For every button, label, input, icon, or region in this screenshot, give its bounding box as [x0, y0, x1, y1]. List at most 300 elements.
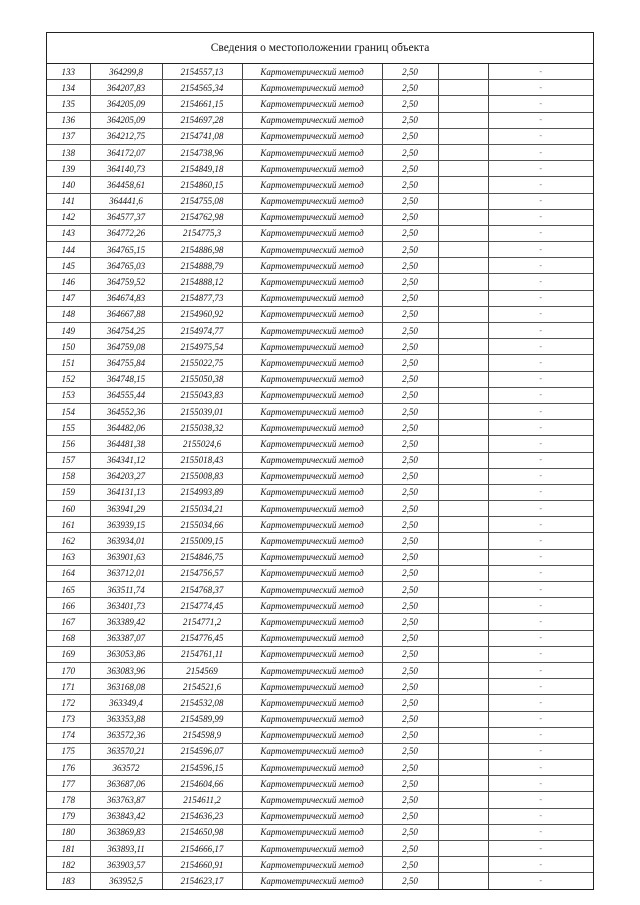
method-cell: Картометрический метод	[242, 452, 382, 468]
x-coordinate-cell: 363939,15	[90, 517, 162, 533]
point-number-cell: 163	[47, 549, 90, 565]
accuracy-cell: 2,50	[382, 225, 438, 241]
table-row	[47, 679, 593, 695]
method-cell: Картометрический метод	[242, 387, 382, 403]
y-coordinate-cell: 2154993,89	[162, 484, 242, 500]
description-cell	[438, 501, 488, 517]
x-coordinate-cell: 364759,08	[90, 339, 162, 355]
y-coordinate-cell: 2154598,9	[162, 727, 242, 743]
accuracy-cell: 2,50	[382, 339, 438, 355]
description-cell	[438, 323, 488, 339]
accuracy-cell: 2,50	[382, 242, 438, 258]
point-number-cell: 135	[47, 96, 90, 112]
accuracy-cell: 2,50	[382, 96, 438, 112]
note-cell: -	[488, 727, 593, 743]
table-row	[47, 161, 593, 177]
y-coordinate-cell: 2155034,21	[162, 501, 242, 517]
table-row	[47, 873, 593, 889]
note-cell: -	[488, 582, 593, 598]
method-cell: Картометрический метод	[242, 549, 382, 565]
note-cell: -	[488, 630, 593, 646]
x-coordinate-cell: 364555,44	[90, 387, 162, 403]
point-number-cell: 134	[47, 80, 90, 96]
table-row	[47, 776, 593, 792]
y-coordinate-cell: 2154604,66	[162, 776, 242, 792]
method-cell: Картометрический метод	[242, 436, 382, 452]
accuracy-cell: 2,50	[382, 727, 438, 743]
x-coordinate-cell: 364577,37	[90, 209, 162, 225]
note-cell: -	[488, 274, 593, 290]
table-row	[47, 306, 593, 322]
description-cell	[438, 193, 488, 209]
method-cell: Картометрический метод	[242, 533, 382, 549]
accuracy-cell: 2,50	[382, 403, 438, 419]
table-row	[47, 468, 593, 484]
note-cell: -	[488, 824, 593, 840]
accuracy-cell: 2,50	[382, 112, 438, 128]
y-coordinate-cell: 2154776,45	[162, 630, 242, 646]
table-row	[47, 549, 593, 565]
description-cell	[438, 824, 488, 840]
point-number-cell: 174	[47, 727, 90, 743]
x-coordinate-cell: 364441,6	[90, 193, 162, 209]
method-cell: Картометрический метод	[242, 64, 382, 80]
table-row	[47, 177, 593, 193]
point-number-cell: 138	[47, 144, 90, 160]
y-coordinate-cell: 2155009,15	[162, 533, 242, 549]
x-coordinate-cell: 364131,13	[90, 484, 162, 500]
method-cell: Картометрический метод	[242, 695, 382, 711]
table-row	[47, 484, 593, 500]
method-cell: Картометрический метод	[242, 290, 382, 306]
point-number-cell: 176	[47, 760, 90, 776]
x-coordinate-cell: 364674,83	[90, 290, 162, 306]
description-cell	[438, 517, 488, 533]
accuracy-cell: 2,50	[382, 695, 438, 711]
description-cell	[438, 662, 488, 678]
description-cell	[438, 533, 488, 549]
x-coordinate-cell: 364458,61	[90, 177, 162, 193]
description-cell	[438, 387, 488, 403]
accuracy-cell: 2,50	[382, 161, 438, 177]
note-cell: -	[488, 355, 593, 371]
description-cell	[438, 452, 488, 468]
x-coordinate-cell: 364341,12	[90, 452, 162, 468]
method-cell: Картометрический метод	[242, 339, 382, 355]
x-coordinate-cell: 363952,5	[90, 873, 162, 889]
accuracy-cell: 2,50	[382, 468, 438, 484]
x-coordinate-cell: 363570,21	[90, 743, 162, 759]
accuracy-cell: 2,50	[382, 306, 438, 322]
point-number-cell: 151	[47, 355, 90, 371]
y-coordinate-cell: 2154774,45	[162, 598, 242, 614]
description-cell	[438, 484, 488, 500]
x-coordinate-cell: 363869,83	[90, 824, 162, 840]
method-cell: Картометрический метод	[242, 112, 382, 128]
accuracy-cell: 2,50	[382, 841, 438, 857]
x-coordinate-cell: 364748,15	[90, 371, 162, 387]
method-cell: Картометрический метод	[242, 96, 382, 112]
accuracy-cell: 2,50	[382, 857, 438, 873]
table-row	[47, 792, 593, 808]
accuracy-cell: 2,50	[382, 387, 438, 403]
method-cell: Картометрический метод	[242, 80, 382, 96]
method-cell: Картометрический метод	[242, 711, 382, 727]
note-cell: -	[488, 323, 593, 339]
table-row	[47, 128, 593, 144]
method-cell: Картометрический метод	[242, 323, 382, 339]
accuracy-cell: 2,50	[382, 274, 438, 290]
table-row	[47, 501, 593, 517]
table-row	[47, 209, 593, 225]
method-cell: Картометрический метод	[242, 144, 382, 160]
accuracy-cell: 2,50	[382, 258, 438, 274]
description-cell	[438, 290, 488, 306]
description-cell	[438, 177, 488, 193]
y-coordinate-cell: 2155018,43	[162, 452, 242, 468]
x-coordinate-cell: 364552,36	[90, 403, 162, 419]
note-cell: -	[488, 533, 593, 549]
table-row	[47, 857, 593, 873]
point-number-cell: 137	[47, 128, 90, 144]
note-cell: -	[488, 339, 593, 355]
accuracy-cell: 2,50	[382, 776, 438, 792]
point-number-cell: 167	[47, 614, 90, 630]
y-coordinate-cell: 2154623,17	[162, 873, 242, 889]
point-number-cell: 175	[47, 743, 90, 759]
point-number-cell: 147	[47, 290, 90, 306]
point-number-cell: 169	[47, 646, 90, 662]
x-coordinate-cell: 364765,15	[90, 242, 162, 258]
point-number-cell: 179	[47, 808, 90, 824]
description-cell	[438, 743, 488, 759]
point-number-cell: 183	[47, 873, 90, 889]
accuracy-cell: 2,50	[382, 209, 438, 225]
note-cell: -	[488, 841, 593, 857]
table-row	[47, 565, 593, 581]
x-coordinate-cell: 364299,8	[90, 64, 162, 80]
note-cell: -	[488, 760, 593, 776]
description-cell	[438, 646, 488, 662]
description-cell	[438, 630, 488, 646]
accuracy-cell: 2,50	[382, 501, 438, 517]
point-number-cell: 181	[47, 841, 90, 857]
accuracy-cell: 2,50	[382, 144, 438, 160]
description-cell	[438, 242, 488, 258]
note-cell: -	[488, 565, 593, 581]
table-row	[47, 225, 593, 241]
accuracy-cell: 2,50	[382, 873, 438, 889]
method-cell: Картометрический метод	[242, 193, 382, 209]
accuracy-cell: 2,50	[382, 662, 438, 678]
note-cell: -	[488, 112, 593, 128]
method-cell: Картометрический метод	[242, 177, 382, 193]
x-coordinate-cell: 364481,38	[90, 436, 162, 452]
note-cell: -	[488, 242, 593, 258]
accuracy-cell: 2,50	[382, 193, 438, 209]
description-cell	[438, 695, 488, 711]
accuracy-cell: 2,50	[382, 64, 438, 80]
accuracy-cell: 2,50	[382, 128, 438, 144]
x-coordinate-cell: 363901,63	[90, 549, 162, 565]
y-coordinate-cell: 2154738,96	[162, 144, 242, 160]
accuracy-cell: 2,50	[382, 549, 438, 565]
description-cell	[438, 598, 488, 614]
description-cell	[438, 565, 488, 581]
point-number-cell: 152	[47, 371, 90, 387]
x-coordinate-cell: 364205,09	[90, 96, 162, 112]
accuracy-cell: 2,50	[382, 614, 438, 630]
x-coordinate-cell: 363387,07	[90, 630, 162, 646]
method-cell: Картометрический метод	[242, 517, 382, 533]
accuracy-cell: 2,50	[382, 517, 438, 533]
method-cell: Картометрический метод	[242, 403, 382, 419]
method-cell: Картометрический метод	[242, 760, 382, 776]
table-row	[47, 517, 593, 533]
accuracy-cell: 2,50	[382, 565, 438, 581]
y-coordinate-cell: 2155043,83	[162, 387, 242, 403]
description-cell	[438, 306, 488, 322]
accuracy-cell: 2,50	[382, 582, 438, 598]
accuracy-cell: 2,50	[382, 630, 438, 646]
description-cell	[438, 64, 488, 80]
accuracy-cell: 2,50	[382, 598, 438, 614]
x-coordinate-cell: 363572	[90, 760, 162, 776]
point-number-cell: 165	[47, 582, 90, 598]
x-coordinate-cell: 364772,26	[90, 225, 162, 241]
description-cell	[438, 128, 488, 144]
note-cell: -	[488, 711, 593, 727]
note-cell: -	[488, 306, 593, 322]
coordinates-table-body	[47, 64, 593, 889]
note-cell: -	[488, 501, 593, 517]
method-cell: Картометрический метод	[242, 258, 382, 274]
table-row	[47, 630, 593, 646]
note-cell: -	[488, 776, 593, 792]
point-number-cell: 150	[47, 339, 90, 355]
method-cell: Картометрический метод	[242, 873, 382, 889]
table-row	[47, 290, 593, 306]
x-coordinate-cell: 364212,75	[90, 128, 162, 144]
table-row	[47, 598, 593, 614]
point-number-cell: 157	[47, 452, 90, 468]
table-row	[47, 242, 593, 258]
point-number-cell: 173	[47, 711, 90, 727]
description-cell	[438, 582, 488, 598]
accuracy-cell: 2,50	[382, 808, 438, 824]
point-number-cell: 148	[47, 306, 90, 322]
note-cell: -	[488, 225, 593, 241]
method-cell: Картометрический метод	[242, 355, 382, 371]
y-coordinate-cell: 2154888,79	[162, 258, 242, 274]
accuracy-cell: 2,50	[382, 792, 438, 808]
method-cell: Картометрический метод	[242, 857, 382, 873]
table-row	[47, 760, 593, 776]
x-coordinate-cell: 363053,86	[90, 646, 162, 662]
table-row	[47, 808, 593, 824]
y-coordinate-cell: 2154611,2	[162, 792, 242, 808]
accuracy-cell: 2,50	[382, 760, 438, 776]
note-cell: -	[488, 403, 593, 419]
note-cell: -	[488, 614, 593, 630]
description-cell	[438, 841, 488, 857]
y-coordinate-cell: 2154756,57	[162, 565, 242, 581]
accuracy-cell: 2,50	[382, 355, 438, 371]
y-coordinate-cell: 2154849,18	[162, 161, 242, 177]
method-cell: Картометрический метод	[242, 614, 382, 630]
note-cell: -	[488, 420, 593, 436]
x-coordinate-cell: 364203,27	[90, 468, 162, 484]
method-cell: Картометрический метод	[242, 371, 382, 387]
x-coordinate-cell: 363168,08	[90, 679, 162, 695]
accuracy-cell: 2,50	[382, 824, 438, 840]
boundary-table-sheet	[46, 32, 594, 890]
point-number-cell: 136	[47, 112, 90, 128]
accuracy-cell: 2,50	[382, 436, 438, 452]
method-cell: Картометрический метод	[242, 565, 382, 581]
x-coordinate-cell: 363401,73	[90, 598, 162, 614]
y-coordinate-cell: 2154565,34	[162, 80, 242, 96]
point-number-cell: 180	[47, 824, 90, 840]
description-cell	[438, 679, 488, 695]
method-cell: Картометрический метод	[242, 646, 382, 662]
x-coordinate-cell: 363934,01	[90, 533, 162, 549]
note-cell: -	[488, 743, 593, 759]
table-row	[47, 420, 593, 436]
table-row	[47, 64, 593, 80]
y-coordinate-cell: 2154975,54	[162, 339, 242, 355]
y-coordinate-cell: 2155022,75	[162, 355, 242, 371]
table-row	[47, 695, 593, 711]
accuracy-cell: 2,50	[382, 484, 438, 500]
table-row	[47, 258, 593, 274]
x-coordinate-cell: 364759,52	[90, 274, 162, 290]
description-cell	[438, 339, 488, 355]
table-row	[47, 355, 593, 371]
x-coordinate-cell: 363083,96	[90, 662, 162, 678]
table-row	[47, 144, 593, 160]
table-row	[47, 436, 593, 452]
table-row	[47, 193, 593, 209]
description-cell	[438, 225, 488, 241]
y-coordinate-cell: 2154755,08	[162, 193, 242, 209]
accuracy-cell: 2,50	[382, 371, 438, 387]
note-cell: -	[488, 96, 593, 112]
table-row	[47, 339, 593, 355]
y-coordinate-cell: 2155039,01	[162, 403, 242, 419]
y-coordinate-cell: 2154660,91	[162, 857, 242, 873]
x-coordinate-cell: 363349,4	[90, 695, 162, 711]
note-cell: -	[488, 598, 593, 614]
y-coordinate-cell: 2154974,77	[162, 323, 242, 339]
y-coordinate-cell: 2154768,37	[162, 582, 242, 598]
y-coordinate-cell: 2154650,98	[162, 824, 242, 840]
point-number-cell: 139	[47, 161, 90, 177]
note-cell: -	[488, 484, 593, 500]
point-number-cell: 168	[47, 630, 90, 646]
point-number-cell: 145	[47, 258, 90, 274]
y-coordinate-cell: 2154521,6	[162, 679, 242, 695]
method-cell: Картометрический метод	[242, 808, 382, 824]
accuracy-cell: 2,50	[382, 80, 438, 96]
point-number-cell: 161	[47, 517, 90, 533]
method-cell: Картометрический метод	[242, 501, 382, 517]
note-cell: -	[488, 792, 593, 808]
table-row	[47, 274, 593, 290]
point-number-cell: 153	[47, 387, 90, 403]
x-coordinate-cell: 363712,01	[90, 565, 162, 581]
table-row	[47, 743, 593, 759]
note-cell: -	[488, 452, 593, 468]
table-row	[47, 646, 593, 662]
y-coordinate-cell: 2154589,99	[162, 711, 242, 727]
x-coordinate-cell: 364172,07	[90, 144, 162, 160]
x-coordinate-cell: 364755,84	[90, 355, 162, 371]
y-coordinate-cell: 2154771,2	[162, 614, 242, 630]
method-cell: Картометрический метод	[242, 306, 382, 322]
x-coordinate-cell: 364765,03	[90, 258, 162, 274]
y-coordinate-cell: 2154886,98	[162, 242, 242, 258]
description-cell	[438, 711, 488, 727]
table-row	[47, 841, 593, 857]
y-coordinate-cell: 2155050,38	[162, 371, 242, 387]
note-cell: -	[488, 517, 593, 533]
accuracy-cell: 2,50	[382, 323, 438, 339]
accuracy-cell: 2,50	[382, 177, 438, 193]
point-number-cell: 166	[47, 598, 90, 614]
note-cell: -	[488, 387, 593, 403]
method-cell: Картометрический метод	[242, 484, 382, 500]
accuracy-cell: 2,50	[382, 533, 438, 549]
x-coordinate-cell: 363893,11	[90, 841, 162, 857]
description-cell	[438, 468, 488, 484]
table-row	[47, 614, 593, 630]
table-row	[47, 824, 593, 840]
y-coordinate-cell: 2154636,23	[162, 808, 242, 824]
description-cell	[438, 614, 488, 630]
x-coordinate-cell: 363903,57	[90, 857, 162, 873]
x-coordinate-cell: 364205,09	[90, 112, 162, 128]
description-cell	[438, 274, 488, 290]
x-coordinate-cell: 363572,36	[90, 727, 162, 743]
accuracy-cell: 2,50	[382, 679, 438, 695]
description-cell	[438, 96, 488, 112]
note-cell: -	[488, 857, 593, 873]
point-number-cell: 141	[47, 193, 90, 209]
y-coordinate-cell: 2154888,12	[162, 274, 242, 290]
table-row	[47, 452, 593, 468]
point-number-cell: 171	[47, 679, 90, 695]
x-coordinate-cell: 364140,73	[90, 161, 162, 177]
method-cell: Картометрический метод	[242, 209, 382, 225]
y-coordinate-cell: 2154846,75	[162, 549, 242, 565]
note-cell: -	[488, 193, 593, 209]
accuracy-cell: 2,50	[382, 452, 438, 468]
table-row	[47, 662, 593, 678]
x-coordinate-cell: 363763,87	[90, 792, 162, 808]
x-coordinate-cell: 364207,83	[90, 80, 162, 96]
y-coordinate-cell: 2154666,17	[162, 841, 242, 857]
note-cell: -	[488, 808, 593, 824]
table-row	[47, 112, 593, 128]
note-cell: -	[488, 436, 593, 452]
description-cell	[438, 258, 488, 274]
y-coordinate-cell: 2155008,83	[162, 468, 242, 484]
y-coordinate-cell: 2154557,13	[162, 64, 242, 80]
description-cell	[438, 403, 488, 419]
note-cell: -	[488, 662, 593, 678]
x-coordinate-cell: 363511,74	[90, 582, 162, 598]
